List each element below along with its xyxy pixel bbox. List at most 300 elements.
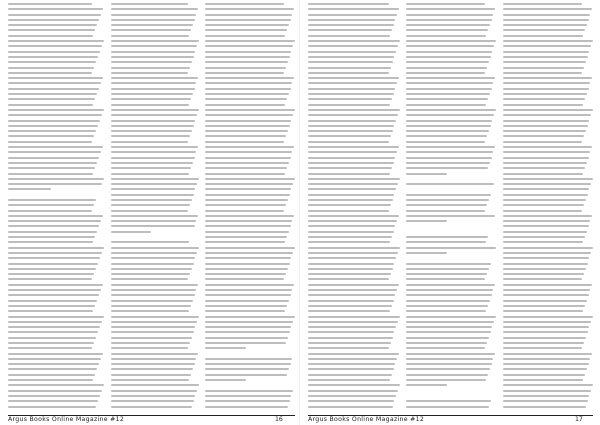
text-line <box>205 157 291 159</box>
text-line <box>205 194 290 196</box>
text-line <box>111 241 189 243</box>
text-line <box>111 395 195 397</box>
text-line <box>205 204 286 206</box>
text-line <box>503 24 587 26</box>
text-line <box>503 374 585 376</box>
text-line <box>8 8 103 10</box>
text-line <box>8 173 93 175</box>
text-line <box>205 24 289 26</box>
text-line <box>308 56 394 58</box>
text-line <box>308 61 393 63</box>
text-line <box>308 210 389 212</box>
text-line <box>503 82 590 84</box>
text-line <box>8 130 96 132</box>
text-line <box>308 225 395 227</box>
text-line <box>8 162 97 164</box>
text-line <box>406 310 486 312</box>
text-line <box>406 284 495 286</box>
text-line <box>406 67 487 69</box>
text-line <box>308 395 396 397</box>
text-line <box>308 363 395 365</box>
text-line <box>205 109 295 111</box>
text-line <box>111 93 193 95</box>
text-line <box>8 93 97 95</box>
text-line <box>205 395 291 397</box>
text-line <box>308 294 395 296</box>
right-page-column-1 <box>308 3 400 415</box>
text-line <box>406 72 485 74</box>
text-line <box>503 130 586 132</box>
text-line <box>406 146 495 148</box>
text-line <box>308 241 390 243</box>
text-line <box>308 204 391 206</box>
text-line <box>111 347 188 349</box>
text-line <box>205 278 284 280</box>
text-line <box>8 204 94 206</box>
text-line <box>308 167 392 169</box>
text-line <box>503 310 583 312</box>
text-line <box>111 162 193 164</box>
text-line <box>205 273 286 275</box>
text-line <box>503 305 585 307</box>
text-line <box>308 40 400 42</box>
text-line <box>8 353 103 355</box>
text-line <box>503 390 591 392</box>
text-line <box>503 368 587 370</box>
text-line <box>308 310 390 312</box>
text-line <box>308 358 397 360</box>
text-line <box>8 326 100 328</box>
text-line <box>308 194 394 196</box>
text-line <box>8 374 95 376</box>
text-line <box>503 347 582 349</box>
text-line <box>111 130 192 132</box>
text-line <box>503 88 589 90</box>
text-line <box>111 204 190 206</box>
text-line <box>205 188 291 190</box>
text-line <box>308 305 392 307</box>
text-line <box>8 252 102 254</box>
text-line <box>111 151 196 153</box>
text-line <box>308 88 395 90</box>
text-line <box>8 384 104 386</box>
text-line <box>111 173 189 175</box>
text-line <box>205 284 294 286</box>
text-line <box>308 236 392 238</box>
text-line <box>111 368 193 370</box>
text-line <box>8 19 99 21</box>
text-line <box>308 98 392 100</box>
text-line <box>111 321 197 323</box>
text-line <box>503 56 588 58</box>
text-line <box>406 220 447 222</box>
text-line <box>406 300 490 302</box>
text-line <box>308 82 397 84</box>
text-line <box>406 273 487 275</box>
text-line <box>111 337 192 339</box>
text-line <box>503 331 588 333</box>
text-line <box>308 135 391 137</box>
text-line <box>406 178 496 180</box>
text-line <box>503 3 582 5</box>
text-line <box>406 257 496 259</box>
text-line <box>205 406 288 408</box>
text-line <box>308 347 389 349</box>
text-line <box>111 109 199 111</box>
text-line <box>111 363 195 365</box>
left-page-column-3 <box>205 3 295 415</box>
text-line <box>503 263 588 265</box>
text-line <box>503 162 587 164</box>
text-line <box>406 183 494 185</box>
text-line <box>406 3 485 5</box>
text-line <box>503 93 587 95</box>
text-line <box>8 368 97 370</box>
text-line <box>205 347 246 349</box>
text-line <box>111 342 190 344</box>
text-line <box>406 29 488 31</box>
text-line <box>8 114 102 116</box>
text-line <box>205 300 289 302</box>
text-line <box>503 167 585 169</box>
text-line <box>205 236 287 238</box>
text-line <box>205 104 285 106</box>
text-line <box>406 400 491 402</box>
text-line <box>406 289 493 291</box>
text-line <box>503 40 593 42</box>
text-line <box>503 273 584 275</box>
text-line <box>111 135 190 137</box>
text-line <box>8 56 98 58</box>
text-line <box>205 98 287 100</box>
text-line <box>8 98 95 100</box>
text-line <box>308 67 391 69</box>
text-line <box>308 326 396 328</box>
text-line <box>406 125 491 127</box>
text-line <box>503 379 583 381</box>
text-line <box>406 384 447 386</box>
text-line <box>503 236 585 238</box>
text-line <box>503 19 589 21</box>
text-line <box>308 77 399 79</box>
text-line <box>308 289 397 291</box>
text-line <box>503 252 591 254</box>
text-line <box>205 379 246 381</box>
text-line <box>406 305 488 307</box>
text-line <box>8 268 96 270</box>
text-line <box>503 326 589 328</box>
text-line <box>406 247 496 249</box>
text-line <box>8 67 94 69</box>
text-line <box>8 45 102 47</box>
text-line <box>8 61 96 63</box>
text-line <box>308 35 390 37</box>
text-line <box>503 61 586 63</box>
text-line <box>111 40 199 42</box>
text-line <box>503 316 593 318</box>
text-line <box>406 347 485 349</box>
text-line <box>406 236 488 238</box>
text-line <box>111 384 199 386</box>
text-line <box>205 72 284 74</box>
text-line <box>503 247 593 249</box>
text-line <box>205 337 288 339</box>
text-line <box>8 24 97 26</box>
text-line <box>308 51 396 53</box>
text-line <box>308 104 390 106</box>
text-line <box>503 384 593 386</box>
text-line <box>8 395 100 397</box>
text-line <box>205 61 288 63</box>
text-line <box>205 368 289 370</box>
text-line <box>205 45 293 47</box>
text-line <box>205 331 290 333</box>
text-line <box>503 199 586 201</box>
text-line <box>308 114 398 116</box>
text-line <box>111 125 194 127</box>
text-line <box>8 390 102 392</box>
text-line <box>406 215 495 217</box>
text-line <box>406 24 490 26</box>
text-line <box>111 3 188 5</box>
text-line <box>308 29 392 31</box>
text-line <box>406 342 487 344</box>
text-line <box>406 358 493 360</box>
text-line <box>8 321 102 323</box>
text-line <box>308 353 399 355</box>
text-line <box>503 157 589 159</box>
text-line <box>308 406 393 408</box>
text-line <box>8 225 99 227</box>
text-line <box>8 151 101 153</box>
text-line <box>406 162 490 164</box>
text-line <box>111 51 195 53</box>
text-line <box>406 135 487 137</box>
text-line <box>406 77 495 79</box>
text-line <box>205 162 289 164</box>
text-line <box>308 374 392 376</box>
text-line <box>503 45 591 47</box>
text-line <box>8 40 104 42</box>
text-line <box>205 56 290 58</box>
text-line <box>308 151 397 153</box>
text-line <box>111 98 191 100</box>
text-line <box>111 183 197 185</box>
text-line <box>205 120 291 122</box>
text-line <box>205 326 291 328</box>
text-line <box>503 353 592 355</box>
text-line <box>406 173 447 175</box>
text-line <box>205 151 292 153</box>
text-line <box>205 77 294 79</box>
text-line <box>308 173 390 175</box>
text-line <box>503 231 587 233</box>
text-line <box>205 14 292 16</box>
text-line <box>503 289 590 291</box>
text-line <box>8 51 100 53</box>
text-line <box>308 252 398 254</box>
text-line <box>8 3 92 5</box>
right-page-column-2 <box>406 3 496 415</box>
text-line <box>503 342 584 344</box>
text-line <box>406 225 496 227</box>
text-line <box>111 353 198 355</box>
text-line <box>308 390 398 392</box>
text-line <box>111 14 196 16</box>
text-line <box>308 368 394 370</box>
text-line <box>308 379 390 381</box>
text-line <box>8 188 51 190</box>
text-line <box>406 294 492 296</box>
text-line <box>406 109 496 111</box>
text-line <box>503 363 589 365</box>
text-line <box>8 104 93 106</box>
text-line <box>205 125 290 127</box>
text-line <box>205 210 284 212</box>
text-line <box>111 273 190 275</box>
text-line <box>111 157 195 159</box>
right-page-column-3 <box>503 3 593 415</box>
text-line <box>503 241 583 243</box>
text-line <box>111 29 191 31</box>
text-line <box>8 337 96 339</box>
text-line <box>406 51 492 53</box>
text-line <box>308 183 398 185</box>
text-line <box>8 167 95 169</box>
text-line <box>111 24 193 26</box>
text-line <box>503 406 586 408</box>
text-line <box>8 35 93 37</box>
text-line <box>205 374 287 376</box>
text-line <box>111 104 189 106</box>
text-line <box>205 247 295 249</box>
text-line <box>308 3 389 5</box>
text-line <box>111 268 192 270</box>
text-line <box>308 45 398 47</box>
text-line <box>503 114 591 116</box>
text-line <box>406 395 496 397</box>
text-line <box>8 284 103 286</box>
text-line <box>8 82 101 84</box>
text-line <box>406 167 488 169</box>
text-line <box>8 109 104 111</box>
text-line <box>111 400 194 402</box>
text-line <box>503 178 593 180</box>
text-line <box>308 24 394 26</box>
text-line <box>308 273 391 275</box>
text-line <box>406 326 492 328</box>
text-line <box>8 72 92 74</box>
text-line <box>111 35 189 37</box>
text-line <box>205 114 293 116</box>
text-line <box>205 289 292 291</box>
text-line <box>308 337 393 339</box>
text-line <box>8 236 95 238</box>
text-line <box>503 395 589 397</box>
text-line <box>406 337 489 339</box>
text-line <box>205 8 294 10</box>
text-line <box>205 130 288 132</box>
text-line <box>406 278 485 280</box>
text-line <box>205 363 291 365</box>
text-line <box>308 130 393 132</box>
text-line <box>111 77 198 79</box>
text-line <box>8 257 100 259</box>
text-line <box>308 263 394 265</box>
text-line <box>111 225 195 227</box>
text-line <box>205 225 291 227</box>
text-line <box>205 310 285 312</box>
text-line <box>503 125 588 127</box>
text-line <box>205 305 287 307</box>
text-line <box>111 167 191 169</box>
text-line <box>8 342 94 344</box>
text-line <box>308 331 394 333</box>
text-line <box>111 331 194 333</box>
text-line <box>111 263 194 265</box>
text-line <box>8 379 93 381</box>
text-line <box>111 358 196 360</box>
text-line <box>8 278 92 280</box>
text-line <box>205 268 288 270</box>
text-line <box>111 284 198 286</box>
text-line <box>111 236 199 238</box>
text-line <box>8 247 104 249</box>
text-line <box>406 88 492 90</box>
text-line <box>8 77 103 79</box>
text-line <box>503 109 593 111</box>
text-line <box>503 183 591 185</box>
text-line <box>205 40 295 42</box>
text-line <box>8 316 104 318</box>
text-line <box>503 215 592 217</box>
text-line <box>205 316 295 318</box>
text-line <box>503 151 590 153</box>
text-line <box>503 194 588 196</box>
text-line <box>308 300 394 302</box>
text-line <box>8 263 98 265</box>
text-line <box>503 284 592 286</box>
text-line <box>8 331 98 333</box>
text-line <box>205 88 291 90</box>
text-line <box>308 278 389 280</box>
text-line <box>205 252 293 254</box>
text-line <box>406 263 491 265</box>
text-line <box>308 321 398 323</box>
text-line <box>205 358 292 360</box>
text-line <box>503 204 584 206</box>
text-line <box>8 305 95 307</box>
text-line <box>8 273 94 275</box>
text-line <box>406 406 489 408</box>
text-line <box>111 294 195 296</box>
text-line <box>8 194 104 196</box>
text-line <box>111 61 192 63</box>
text-line <box>8 178 104 180</box>
text-line <box>111 146 198 148</box>
text-line <box>308 215 399 217</box>
text-line <box>406 188 496 190</box>
right-page-number: 17 <box>575 416 583 423</box>
text-line <box>8 141 92 143</box>
text-line <box>406 45 494 47</box>
text-line <box>406 130 489 132</box>
text-line <box>308 188 396 190</box>
text-line <box>308 93 394 95</box>
text-line <box>308 125 394 127</box>
left-page-number: 16 <box>275 416 283 423</box>
text-line <box>205 390 293 392</box>
